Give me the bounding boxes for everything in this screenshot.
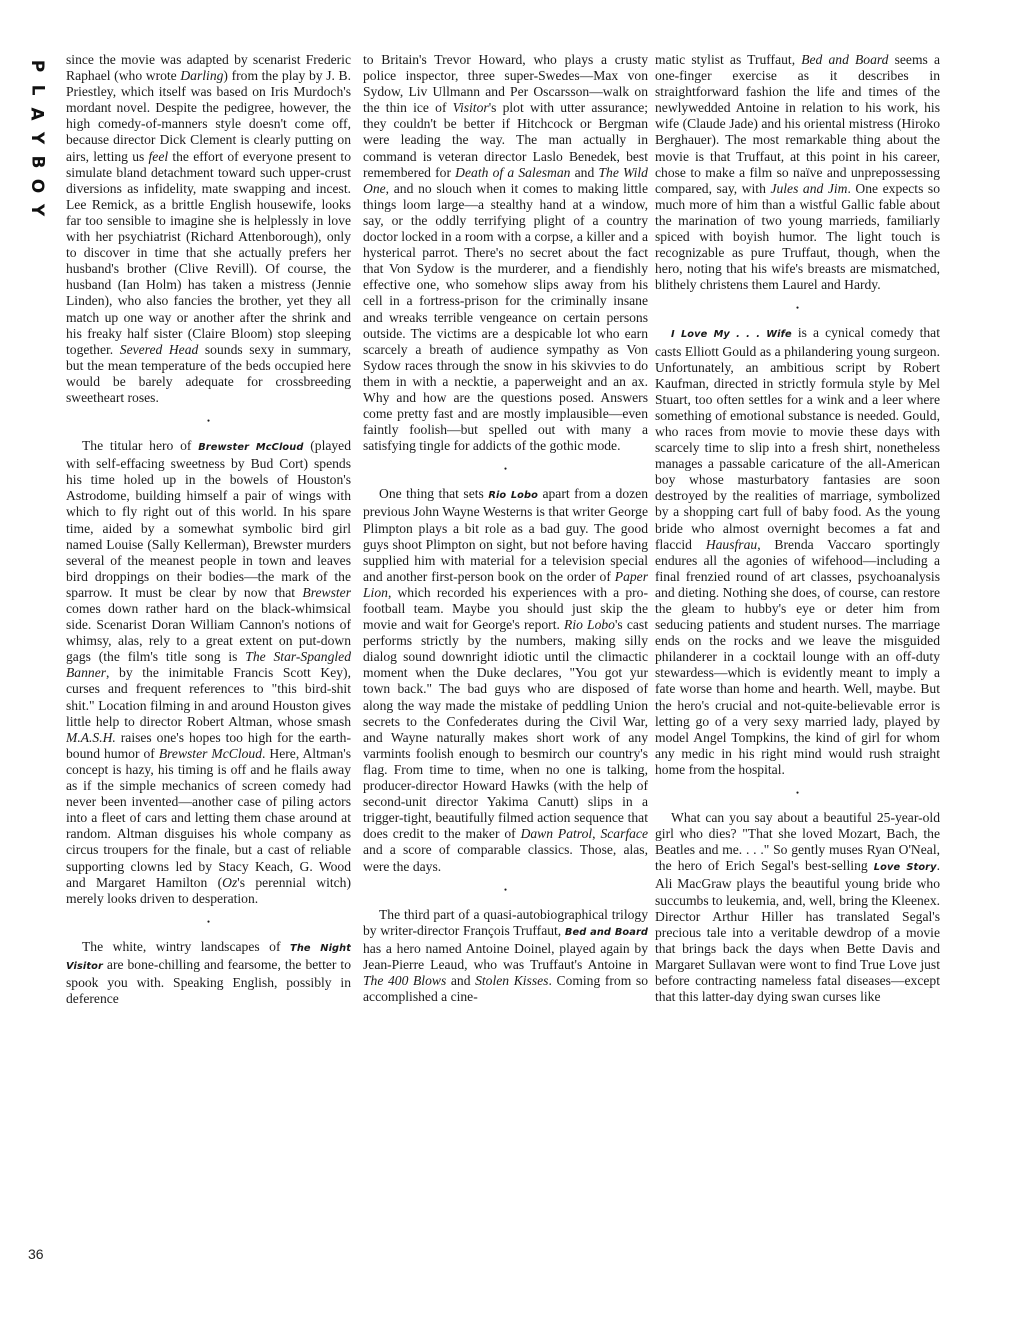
review-paragraph: [363, 907, 648, 1006]
text-run: One thing that sets: [379, 486, 489, 502]
page-number: 36: [28, 1246, 44, 1262]
italic-text: Dawn Patrol: [520, 826, 593, 842]
text-run: . Coming from so accomplished a cine-: [363, 972, 648, 1005]
italic-text: Hausfrau: [705, 536, 758, 552]
text-run: sounds sexy in summary, but the mean temperature of the beds occupied here would be barely adequate for crossbreeding sweetheart roses.: [66, 341, 351, 405]
review-paragraph: [655, 325, 940, 778]
text-run: What can you say about a beautiful 25-year-old girl who dies? "That she loved Mozart, Bach, the Beatles and me. . . ." So gently muses Ryan O'Neal, the hero of Erich Segal's best-selling: [655, 810, 940, 874]
text-run: The third part of a quasi-autobiographical trilogy by writer-director François Truffaut,: [363, 906, 648, 938]
text-run: and a score of comparable classics. Those, alas, were the days.: [363, 842, 648, 874]
text-run: is a cynical comedy that casts Elliott Gould as a philandering young surgeon. Unfortunately, an ambitious script by Robert Kaufman, directed in strictly formula style by Mel Stuart, too often settles for a wink and a leer where something of emotional substance is needed. Gould, who races from movie to movie these days with scarcely time to slip into a fresh shirt, nonetheless manages a passable caricature of the all-American boy whose masturbatory fantasies are soon destroyed by the realities of marriage, symbolized by a shopping cart full of baby food. As the young bride who almost overnight becomes a fat and flaccid: [655, 325, 940, 552]
review-paragraph: [655, 52, 940, 293]
text-run: , which recorded his experiences with a pro-football team. Maybe you should just skip the movie and wait for George's report.: [363, 584, 648, 633]
review-paragraph: [363, 486, 648, 874]
text-run: the effort of everyone present to simulate bland detachment toward such upper-crust diversions as infidelity, mate swapping and incest. Lee Remick, as a brittle English housewife, looks far too sensible to imagine she is helplessly in love with her psychiatrist (Richard Attenborough), only to discover in time that she actually prefers her husband's brother (Clive Revill). Of course, the husband (Ian Holm) has taken a mistress (Jennie Linden), who also fancies the brother, yet they all match up one way or another after the shrink and his freaky half sister (Claire Bloom) stop sleeping together.: [66, 148, 351, 357]
section-divider-dot: [655, 301, 940, 315]
text-run: The white, wintry landscapes of: [82, 938, 291, 954]
italic-text: Paper Lion: [363, 568, 648, 600]
text-run: apart from a dozen previous John Wayne Westerns is that writer George Plimpton plays a bit role as a bad guy. The good guys shoot Plimpton on sight, but not before having supplied him with material for a television special and another first-person book on the order of: [363, 486, 648, 584]
text-column-3: [655, 52, 940, 1322]
text-run: , and no slouch when it comes to making little things loom large—a stealthy hand at a window, say, or the oddly terrifying plight of a country doctor locked in a room with a corpse, a killer and a hysterical parrot. There's no secret about the fact that Von Sydow is the murderer, and a fiendishly effective one, who somehow slips away from his cell in a fortress-prison for the criminally insane and wreaks terrible vengeance on certain persons outside. The victims are a despicable lot who earn scarcely a breath of audience sympathy as Von Sydow races through the snow in his skivvies to do them in with a necktie, a paperweight and an ax. Why and how are the questions posed. Answers come pretty fast and are mostly implausible—even faintly foolish—but spelled out with many a satisfying tingle for addicts of the gothic mode.: [363, 180, 648, 454]
section-divider-dot: [66, 915, 351, 929]
text-run: comes down rather hard on the black-whimsical side. Scenarist Doran William Cannon's notions of whimsy, alas, rely to a great extent on put-down gags (the film's title song is: [66, 601, 351, 665]
text-run: ) from the play by J. B. Priestley, which itself was based on Iris Murdoch's mordant novel. Despite the pedigree, however, the high comedy-of-manners style doesn't come off, because director Dick Clement is clearly putting on airs, letting us: [66, 68, 351, 164]
text-run: 's perennial witch) merely looks driven to desperation.: [66, 874, 351, 906]
masthead-letter: O: [26, 178, 47, 194]
text-run: since the movie was adapted by scenarist Frederic Raphael (who wrote: [66, 52, 351, 84]
italic-text: Brewster McCloud: [158, 745, 263, 761]
italic-text: The Star-Spangled Banner: [66, 649, 351, 681]
italic-text: Stolen Kisses: [475, 972, 549, 988]
text-run: (played with self-effacing sweetness by Bud Cort) spends his time holed up in the bowels of Houston's Astrodome, building himself a pair of wings with which to fly right out of this world. In his spare time, aided by a somewhat symbolic bird girl named Louise (Sally Kellerman), Brewster murders several of the meanest people in town and leaves bird droppings on their bodies—the mark of the sparrow. It must be clear by now that: [66, 438, 351, 600]
text-column-2: [363, 52, 648, 1322]
masthead-letter: Y: [27, 131, 47, 145]
section-divider-dot: [363, 462, 648, 476]
review-paragraph: [363, 52, 648, 454]
italic-text: The Wild One: [363, 164, 648, 196]
magazine-masthead: [22, 54, 52, 222]
film-title: Bed and Board: [564, 926, 648, 938]
masthead-letter: L: [27, 84, 47, 96]
italic-text: Brewster: [302, 584, 351, 600]
italic-text: Scarface: [600, 826, 648, 842]
text-run: . Ali MacGraw plays the beautiful young bride who succumbs to leukemia, and, well, bring the Kleenex. Director Arthur Hiller has translated Segal's precious tale into a veritable dewdrop of a movie that brings back the days when Bette Davis and Margaret Sullavan were wont to find True Love just before contracting nameless fatal diseases—except that this latter-day dying swan curses like: [655, 858, 940, 1005]
italic-text: Oz: [222, 874, 238, 890]
section-divider-dot: [655, 786, 940, 800]
text-run: The titular hero of: [82, 438, 199, 454]
italic-text: feel: [148, 148, 169, 164]
film-title: The Night Visitor: [66, 942, 351, 972]
film-title: Rio Lobo: [488, 490, 538, 502]
text-run: . Here, Altman's concept is hazy, his timing is off and he flails away as if the simple mechanics of screen comedy had never been invented—another case of piling actors into a fleet of cars and letting them chase around at random. Altman disguises his whole company as circus troupers for the finale, but a cast of reliable supporting clowns led by Stacy Keach, G. Wood and Margaret Hamilton (: [66, 745, 351, 890]
review-paragraph: [655, 810, 940, 1005]
text-run: ,: [592, 826, 601, 842]
text-run: . One expects so much more of him than a wistful Gallic fable about the marination of two young marrieds, familiarly spiced with boyish humor. The light touch is recognizable as pure Truffaut, though, when the hero, noting that his wife's breasts are mismatched, blithely christens them Laurel and Hardy.: [655, 180, 940, 293]
italic-text: M.A.S.H.: [66, 729, 116, 745]
text-run: raises one's hopes too high for the earth-bound humor of: [66, 729, 351, 761]
text-run: and: [446, 972, 476, 988]
text-run: seems a one-finger exercise as it describes in straightforward fashion the life and times of the newlywedded Antoine in relation to his work, his wife (Claude Jade) and his oriental mistress (Hiroko Berghauer). The most remarkable thing about the movie is that Truffaut, at this point in his career, chose to make a film so naïve and unprepossessing compared, say, with: [655, 52, 940, 196]
text-run: to Britain's Trevor Howard, who plays a crusty police inspector, three super-Swedes—Max von Sydow, Liv Ullmann and Per Oscarsson—walk on the thin ice of: [363, 52, 648, 116]
italic-text: Rio Lobo: [564, 617, 615, 633]
text-run: , Brenda Vaccaro sportingly endures all the agonies of wifehood—including a final frenzied round of art classes, psychoanalysis and dieting. Nothing she does, of course, can restore the gleam to hubby's eye or deter him from seducing patients and student nurses. The marriage ends on the rocks and we leave the misguided philanderer in a cocktail lounge with an off-duty stewardess—which is evidently meant to imply a fate worse than home and hearth. Well, maybe. But the hero's crucial and not-quite-believable error is letting go of a very sexy married lady, played by model Angel Tompkins, the kind of girl for whom any medic in his right mind would rush straight home from the hospital.: [655, 536, 940, 777]
italic-text: Jules and Jim: [770, 180, 848, 196]
text-run: and: [570, 164, 599, 180]
italic-text: Severed Head: [119, 341, 199, 357]
text-run: has a hero named Antoine Doinel, played again by Jean-Pierre Leaud, who was Truffaut's Antoine in: [363, 940, 648, 972]
italic-text: Bed and Board: [801, 52, 889, 67]
text-run: , by the inimitable Francis Scott Key), curses and frequent references to "this bird-shit shit." Location filming in and around Houston gives little help to director Robert Altman, whose smash: [66, 665, 351, 729]
text-column-1: [66, 52, 351, 1322]
italic-text: Darling: [180, 68, 224, 84]
masthead-letter: B: [27, 155, 47, 169]
masthead-letter: P: [27, 59, 47, 73]
text-run: 's cast performs strictly by the numbers, making silly dialog sound downright idiotic until the climactic moment when the Duke declares, "You got yur town back." The bad guys who are disposed of along the way made the mistake of peddling Union secrets to the Confederates during the Civil War, and Wayne naturally makes short work of any varmints foolish enough to besmirch our country's flag. From time to time, when no one is talking, producer-director Howard Hawks (with the help of second-unit director Yakima Canutt) slips in a trigger-tight, beautifully filmed action sequence that does credit to the maker of: [363, 617, 648, 842]
text-run: matic stylist as Truffaut,: [655, 52, 802, 67]
italic-text: The 400 Blows: [363, 972, 447, 988]
review-paragraph: [66, 438, 351, 907]
review-paragraph: [66, 939, 351, 1007]
masthead-letter: A: [26, 107, 47, 121]
section-divider-dot: [66, 414, 351, 428]
film-title: Love Story: [873, 862, 937, 874]
film-title: I Love My . . . Wife: [671, 329, 792, 341]
italic-text: Death of a Salesman: [455, 164, 571, 180]
text-run: are bone-chilling and fearsome, the better to spook you with. Speaking English, possibly in deference: [66, 956, 351, 1007]
text-run: 's plot with utter assurance; they couldn't be better if Hitchcock or Bergman were leading the way. The man actually in command is veteran director Laslo Benedek, best remembered for: [363, 100, 648, 180]
section-divider-dot: [363, 883, 648, 897]
film-title: Brewster McCloud: [198, 442, 304, 454]
masthead-letter: Y: [27, 203, 47, 217]
review-paragraph: [66, 52, 351, 406]
italic-text: Visitor: [452, 100, 489, 116]
